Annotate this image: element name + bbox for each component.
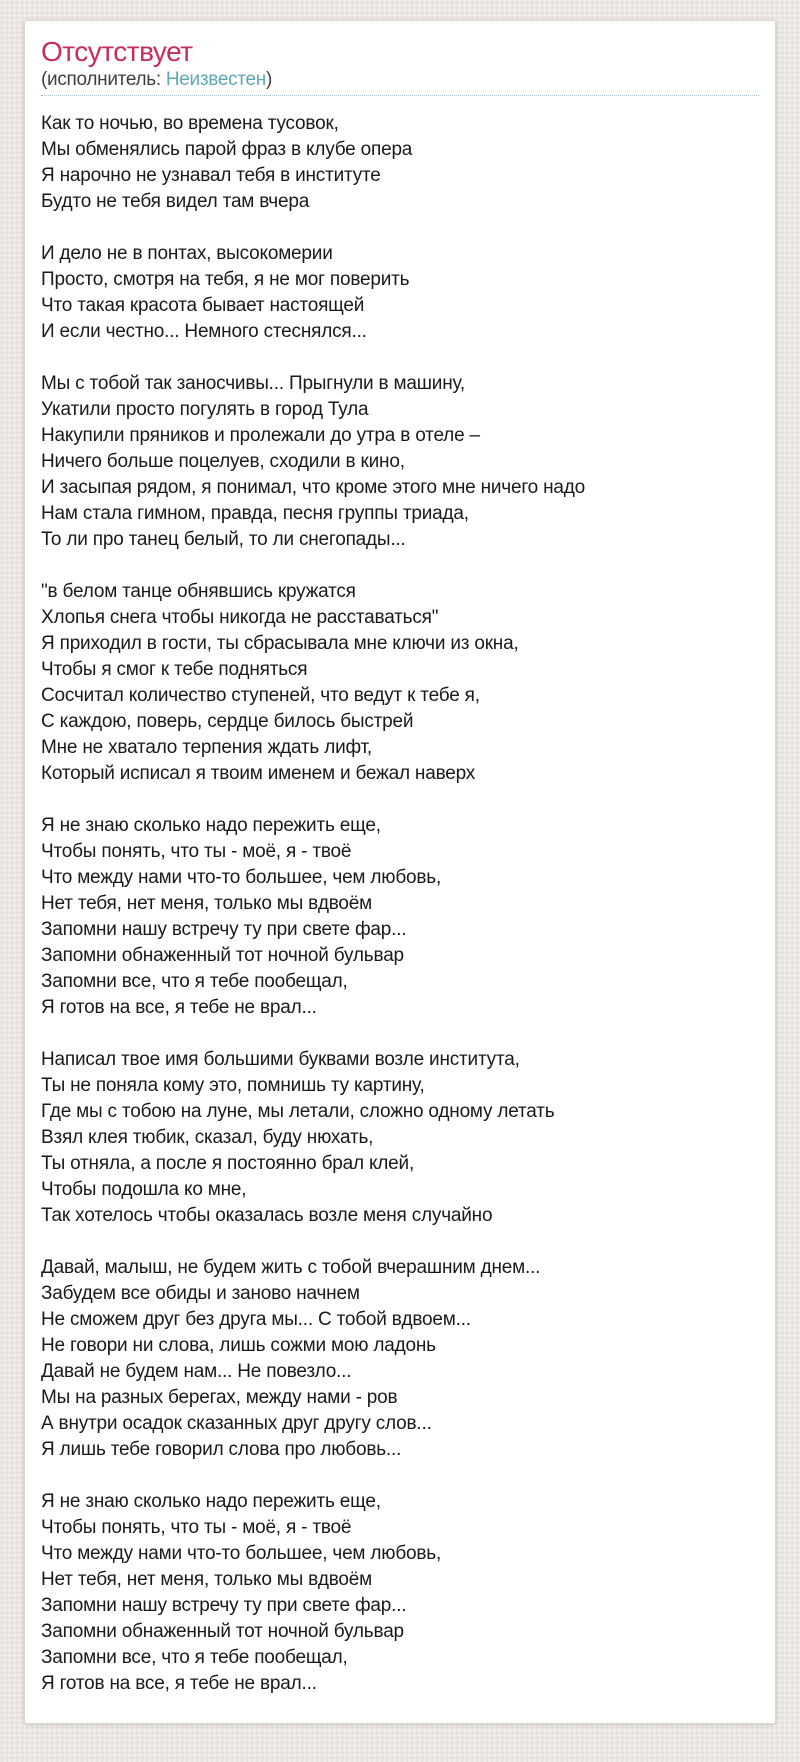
song-title: Отсутствует [41,36,193,67]
artist-line [41,69,759,91]
lyrics-stanza: "в белом танце обнявшись кружатся Хлопья снега чтобы никогда не расставаться" Я приходил в гости, ты сбрасывала мне ключи из окна, Чтобы я смог к тебе подняться Сосчитал количество ступеней, что ведут к тебе я, С каждою, поверь, сердце билось быстрей Мне не хватало терпения ждать лифт, Который исписал я твоим именем и бежал наверх [41,581,519,784]
lyrics-text [41,111,759,1697]
lyrics-stanza: Как то ночью, во времена тусовок, Мы обменялись парой фраз в клубе опера Я нарочно не узнавал тебя в институте Будто не тебя видел там вчера [41,113,413,212]
artist-link[interactable]: Неизвестен [165,69,266,90]
lyrics-stanza: Я не знаю сколько надо пережить еще, Чтобы понять, что ты - моё, я - твоё Что между нами что-то большее, чем любовь, Нет тебя, нет меня, только мы вдвоём Запомни нашу встречу ту при свете фар... Запомни обнаженный тот ночной бульвар Запомни все, что я тебе пообещал, Я готов на все, я тебе не врал... [41,815,442,1018]
lyrics-stanza: И дело не в понтах, высокомерии Просто, смотря на тебя, я не мог поверить Что такая красота бывает настоящей И если честно... Немного стеснялся... [41,243,410,342]
lyrics-stanza: Давай, малыш, не будем жить с тобой вчерашним днем... Забудем все обиды и заново начнем Не сможем друг без друга мы... С тобой вдвоем... Не говори ни слова, лишь сожми мою ладонь Давай не будем нам... Не повезло... Мы на разных берегах, между нами - ров А внутри осадок сказанных друг другу слов... Я лишь тебе говорил слова про любовь... [41,1257,541,1460]
lyrics-stanza: Я не знаю сколько надо пережить еще, Чтобы понять, что ты - моё, я - твоё Что между нами что-то большее, чем любовь, Нет тебя, нет меня, только мы вдвоём Запомни нашу встречу ту при свете фар... Запомни обнаженный тот ночной бульвар Запомни все, что я тебе пообещал, Я готов на все, я тебе не врал... [41,1491,442,1694]
lyrics-stanza: Мы с тобой так заносчивы... Прыгнули в машину, Укатили просто погулять в город Тула Накупили пряников и пролежали до утра в отеле – Ничего больше поцелуев, сходили в кино, И засыпая рядом, я понимал, что кроме этого мне ничего надо Нам стала гимном, правда, песня группы триада, То ли про танец белый, то ли снегопады... [41,373,586,550]
song-header [41,37,759,96]
lyrics-stanza: Написал твое имя большими буквами возле института, Ты не поняла кому это, помнишь ту картину, Где мы с тобою на луне, мы летали, сложно одному летать Взял клея тюбик, сказал, буду нюхать, Ты отняла, а после я постоянно брал клей, Чтобы подошла ко мне, Так хотелось чтобы оказалась возле меня случайно [41,1049,555,1226]
lyrics-card [24,20,776,1724]
artist-label-prefix: (исполнитель: [41,69,166,90]
artist-label-suffix: ) [265,69,272,90]
